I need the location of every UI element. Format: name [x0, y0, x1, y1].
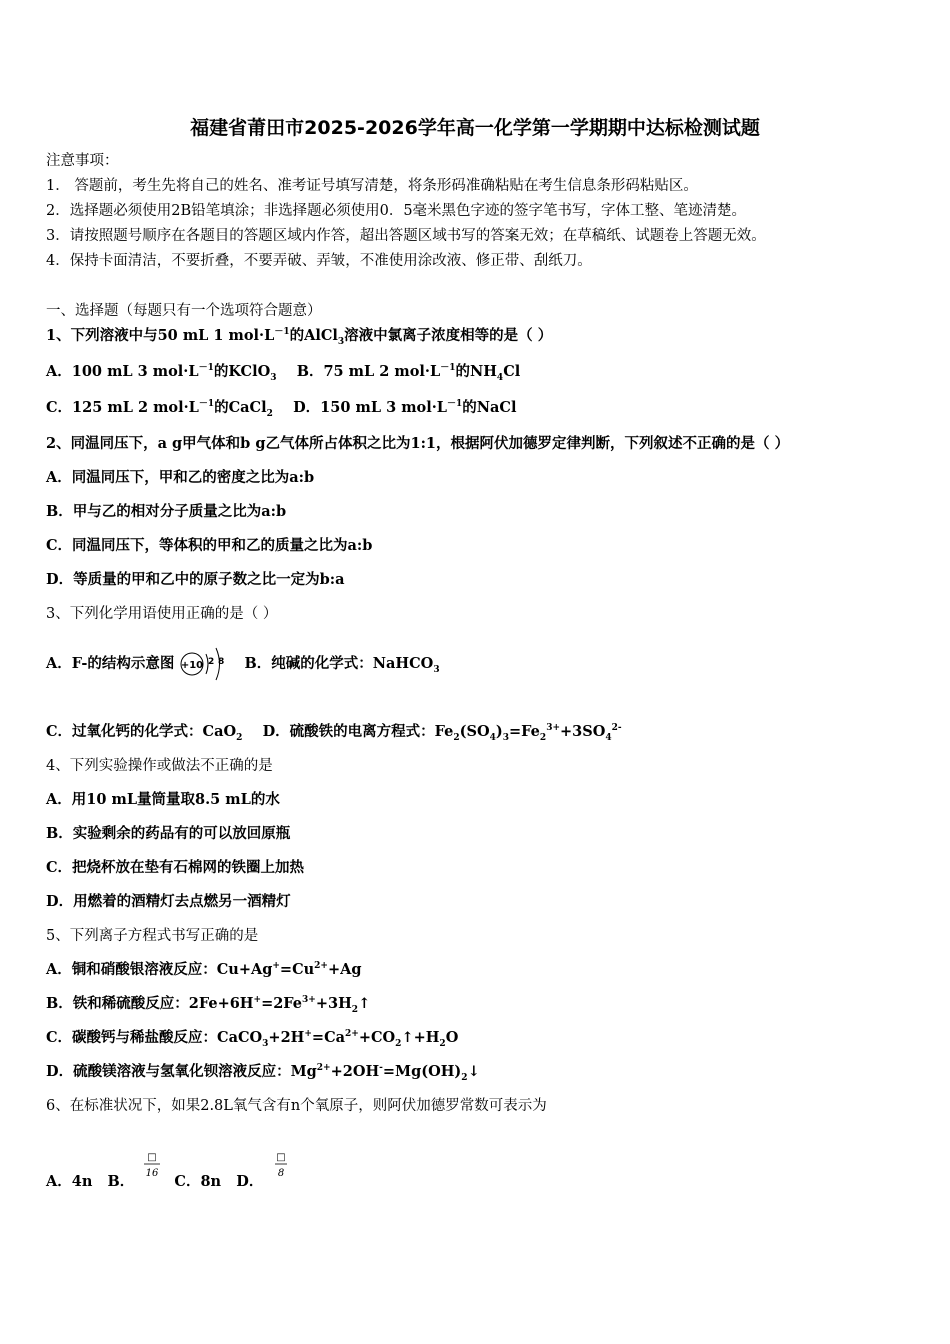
fluoride-structure-diagram — [178, 640, 230, 688]
q1-option-b[interactable]: B．75 mL 2 $mol\cdot L^{-1}$的$NH_4Cl$ — [296, 363, 521, 383]
q5-option-d[interactable]: D．硫酸镁溶液与氢氧化钡溶液反应：$Mg^{2+}+2OH^-=Mg(OH)_2↓$ — [46, 1063, 480, 1083]
fraction-n-over-16 — [140, 1146, 164, 1186]
q2-option-a[interactable]: A．同温同压下，甲和乙的密度之比为a:b — [46, 469, 315, 486]
q2-stem: 2、同温同压下，a g甲气体和b g乙气体所占体积之比为1:1，根据阿伏加德罗定律判断，下列叙述不正确的是（ ） — [46, 435, 790, 452]
q1-option-c[interactable]: C．125 mL 2 $mol\cdot L^{-1}$的CaCl$_2$ — [46, 399, 273, 419]
q5-option-b[interactable]: B．铁和稀硫酸反应：$2Fe+6H^+=2Fe^{3+}+3H_2↑$ — [46, 995, 371, 1015]
q1-options-cd — [46, 398, 516, 418]
q1-options-ab — [46, 362, 520, 382]
q4-stem: 4、下列实验操作或做法不正确的是 — [46, 758, 273, 774]
q3-option-d[interactable]: D．硫酸铁的电离方程式：$Fe_2(SO_4)_3=Fe_2^{3+}+3SO_4^{2-}$ — [262, 723, 622, 743]
svg-text:8: 8 — [218, 657, 225, 667]
q1-stem: 1、下列溶液中与50 mL 1 $mol\cdot L^{-1}$的AlCl$_3$溶液中氯离子浓度相等的是（ ） — [46, 327, 553, 347]
svg-text:□: □ — [147, 1152, 158, 1163]
svg-text:2: 2 — [208, 657, 215, 667]
q3-options-cd — [46, 722, 622, 742]
q4-option-a[interactable]: A．用10 mL量筒量取8.5 mL的水 — [46, 791, 280, 808]
notice-item-4: 4．保持卡面清洁，不要折叠，不要弄破、弄皱，不准使用涂改液、修正带、刮纸刀。 — [46, 253, 592, 269]
q4-option-d[interactable]: D．用燃着的酒精灯去点燃另一酒精灯 — [46, 893, 291, 910]
notice-item-2: 2．选择题必须使用2B铅笔填涂；非选择题必须使用0．5毫米黑色字迹的签字笔书写，字体工整、笔迹清楚。 — [46, 203, 747, 219]
notice-heading: 注意事项： — [46, 153, 119, 169]
q1-option-a[interactable]: A．100 mL 3 $mol\cdot L^{-1}$的KClO$_3$ — [46, 363, 277, 383]
fraction-n-over-8 — [269, 1146, 293, 1186]
svg-text:□: □ — [276, 1152, 287, 1163]
q3-option-c[interactable]: C．过氧化钙的化学式：CaO$_2$ — [46, 723, 243, 743]
q6-options — [46, 1152, 293, 1202]
q4-option-c[interactable]: C．把烧杯放在垫有石棉网的铁圈上加热 — [46, 859, 305, 876]
q4-option-b[interactable]: B．实验剩余的药品有的可以放回原瓶 — [46, 825, 291, 842]
svg-text:16: 16 — [145, 1168, 159, 1179]
svg-text:+10: +10 — [181, 660, 204, 671]
q3-options-ab — [46, 640, 440, 688]
q1-option-d[interactable]: D．150 mL 3 $mol\cdot L^{-1}$的NaCl — [293, 399, 517, 416]
svg-text:8: 8 — [278, 1168, 285, 1179]
q2-option-b[interactable]: B．甲与乙的相对分子质量之比为a:b — [46, 503, 287, 520]
q6-option-b[interactable]: B． □ 16 — [108, 1173, 165, 1190]
q6-option-d[interactable]: D． □ 8 — [236, 1173, 293, 1190]
q3-option-a[interactable]: A．F-的结构示意图 +10 2 8 — [46, 655, 234, 672]
q3-stem: 3、下列化学用语使用正确的是（ ） — [46, 606, 278, 622]
q3-option-b[interactable]: B．纯碱的化学式：NaHCO$_3$ — [244, 655, 440, 675]
section-heading: 一、选择题（每题只有一个选项符合题意） — [46, 303, 322, 319]
notice-item-1: 1． 答题前，考生先将自己的姓名、准考证号填写清楚，将条形码准确粘贴在考生信息条形码粘贴区。 — [46, 178, 698, 194]
q5-option-a[interactable]: A．铜和硝酸银溶液反应：$Cu+Ag^+=Cu^{2+}+Ag$ — [46, 961, 362, 978]
q6-option-a[interactable]: A．4n — [46, 1173, 93, 1190]
notice-item-3: 3．请按照题号顺序在各题目的答题区域内作答，超出答题区域书写的答案无效；在草稿纸、试题卷上答题无效。 — [46, 228, 766, 244]
q6-stem: 6、在标准状况下，如果2.8L氧气含有n个氧原子，则阿伏加德罗常数可表示为 — [46, 1098, 547, 1114]
q6-option-c[interactable]: C．8n — [174, 1173, 222, 1190]
q2-option-d[interactable]: D．等质量的甲和乙中的原子数之比一定为b:a — [46, 571, 345, 588]
q2-option-c[interactable]: C．同温同压下，等体积的甲和乙的质量之比为a:b — [46, 537, 373, 554]
q5-option-c[interactable]: C．碳酸钙与稀盐酸反应：$CaCO_3+2H^+=Ca^{2+}+CO_2↑+H_2O$ — [46, 1029, 459, 1049]
page-title: 福建省莆田市2025-2026学年高一化学第一学期期中达标检测试题 — [190, 117, 760, 139]
q5-stem: 5、下列离子方程式书写正确的是 — [46, 928, 259, 944]
